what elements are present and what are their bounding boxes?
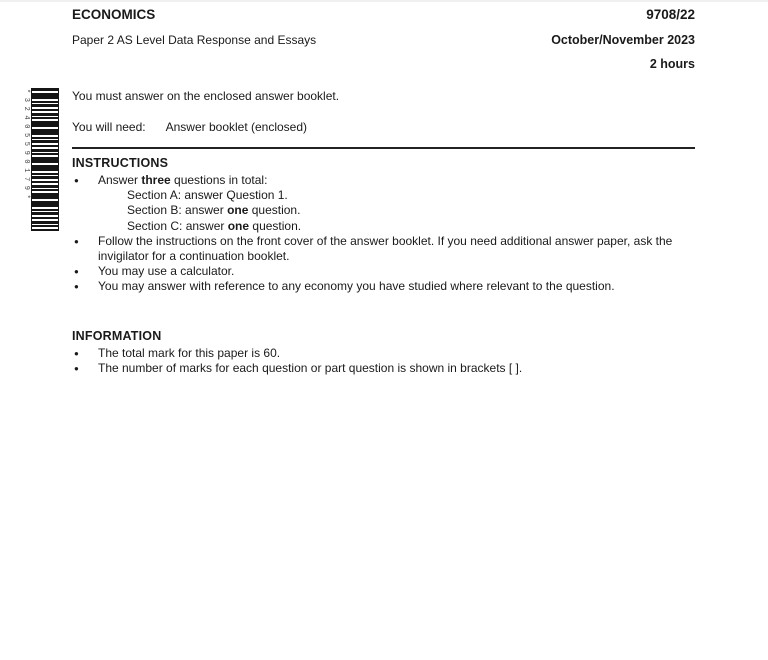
- exam-session: October/November 2023: [551, 33, 695, 47]
- information-item-total-mark: [72, 346, 684, 361]
- instruction-item-economy: [72, 279, 684, 294]
- instruction-item-follow: [72, 234, 684, 264]
- header-row-subject: [72, 7, 695, 22]
- instruction-text: Follow the instructions on the front cover of the answer booklet. If you need additional answer paper, ask the invigilator for a continuation booklet.: [98, 233, 673, 264]
- instruction-item-calculator: [72, 264, 684, 279]
- instruction-text: You may use a calculator.: [98, 264, 235, 279]
- subject-title: ECONOMICS: [72, 7, 156, 22]
- exam-duration: 2 hours: [649, 57, 695, 71]
- you-will-need-line: [72, 120, 695, 134]
- instructions-list: [72, 173, 695, 295]
- section-divider: [72, 147, 695, 149]
- you-will-need-label: You will need:: [72, 120, 146, 134]
- bullet-icon: ●: [74, 176, 79, 185]
- paper-title: Paper 2 AS Level Data Response and Essays: [72, 33, 317, 47]
- paper-code: 9708/22: [646, 7, 695, 22]
- instruction-item-answer-three: [72, 173, 684, 234]
- instructions-heading: INSTRUCTIONS: [72, 156, 169, 170]
- you-will-need-item: Answer booklet (enclosed): [165, 120, 308, 134]
- information-list: [72, 346, 695, 376]
- instruction-text: Answer three questions in total:: [98, 173, 268, 187]
- barcode-bars-icon: [32, 89, 58, 230]
- instruction-text: You may answer with reference to any economy you have studied where relevant to the question.: [98, 279, 615, 294]
- header-row-paper: [72, 33, 695, 47]
- bullet-icon: ●: [74, 348, 79, 358]
- bullet-icon: ●: [74, 282, 79, 292]
- must-answer-notice: You must answer on the enclosed answer booklet.: [72, 89, 340, 103]
- information-item-brackets: [72, 361, 684, 376]
- bullet-icon: ●: [74, 236, 79, 246]
- information-heading: INFORMATION: [72, 328, 162, 343]
- information-text: The number of marks for each question or part question is shown in brackets [ ].: [98, 360, 523, 375]
- section-c-line: Section C: answer one question.: [127, 218, 302, 233]
- bullet-icon: ●: [74, 363, 79, 373]
- barcode-number: *32405590179*: [22, 89, 30, 204]
- document-content: [72, 7, 695, 376]
- bullet-icon: ●: [74, 267, 79, 277]
- information-text: The total mark for this paper is 60.: [98, 345, 281, 360]
- section-b-line: Section B: answer one question.: [127, 203, 301, 218]
- header-row-duration: [72, 57, 695, 71]
- section-a-line: Section A: answer Question 1.: [127, 188, 288, 203]
